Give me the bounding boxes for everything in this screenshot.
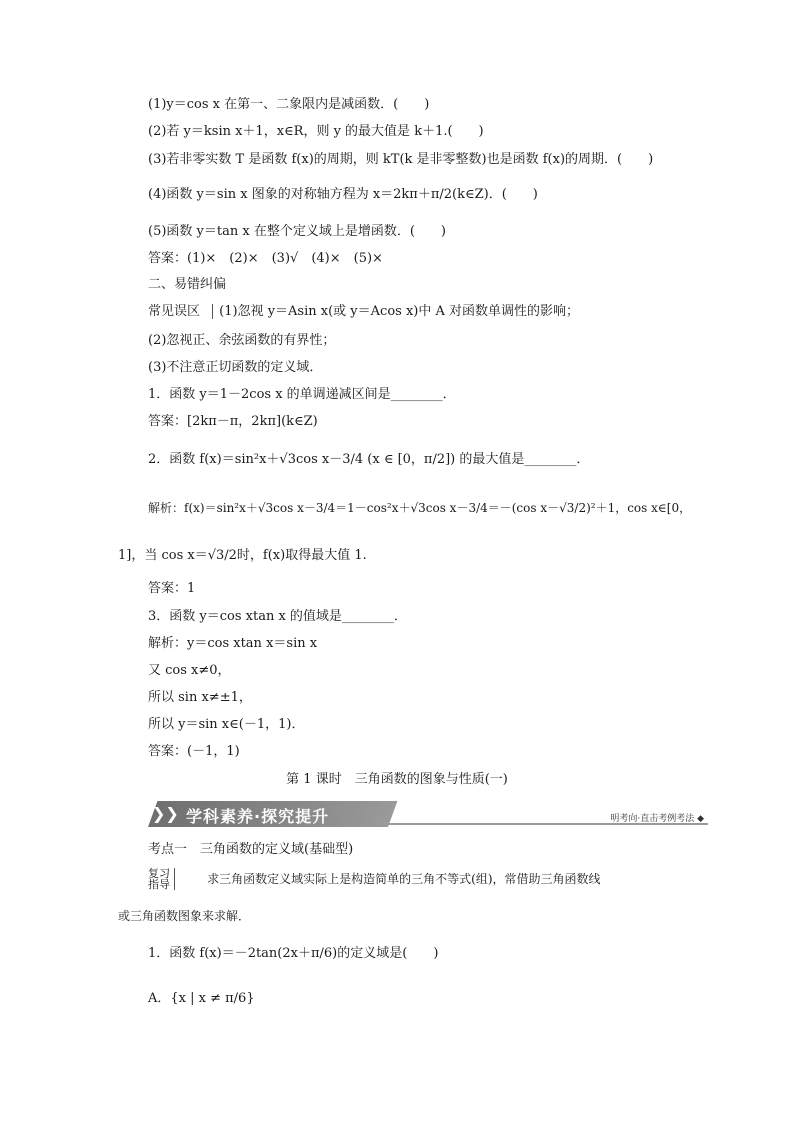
tf-question-4: (4)函数 y＝sin x 图象的对称轴方程为 x＝2kπ＋π/2(k∈Z)．( ) [148,187,538,202]
problem-1-option-a: A．{x | x ≠ π/6} [148,991,255,1006]
solution-2-line-1: 解析：f(x)＝sin²x＋√3cos x－3/4＝1－cos²x＋√3cos x－3/4＝－(cos x－√3/2)²＋1，cos x∈[0， [148,501,692,515]
review-guide [148,868,601,898]
tf-question-2: (2)若 y＝ksin x＋1，x∈R，则 y 的最大值是 k＋1.( ) [148,124,484,139]
question-2: 2．函数 f(x)＝sin²x＋√3cos x－3/4 (x ∈ [0，π/2]) 的最大值是________． [148,452,590,467]
answer-3: 答案：(－1，1) [148,744,240,759]
double-chevron-icon: ❯❯ [152,804,179,823]
tf-question-3: (3)若非零实数 T 是函数 f(x)的周期，则 kT(k 是非零整数)也是函数 f(x)的周期．( ) [148,152,654,167]
solution-3-line-3: 所以 sin x≠±1， [148,690,252,705]
problem-1: 1．函数 f(x)＝－2tan(2x＋π/6)的定义域是( ) [148,946,439,961]
question-3: 3．函数 y＝cos xtan x 的值域是________． [148,609,407,624]
review-label [148,868,175,890]
mistake-1: (1)忽视 y＝Asin x(或 y＝Acos x)中 A 对函数单调性的影响； [219,304,580,319]
mistake-label: 常见误区 [148,304,213,319]
lesson-title: 第 1 课时 三角函数的图象与性质(一) [286,772,508,787]
common-mistakes [148,304,579,320]
section-title: 二、易错纠偏 [148,277,227,292]
mistake-2: (2)忽视正、余弦函数的有界性； [148,333,336,348]
tf-question-1: (1)y＝cos x 在第一、二象限内是减函数．( ) [148,97,430,112]
review-text-line-2: 或三角函数图象来求解． [118,909,251,923]
solution-2-line-2: 1]，当 cos x＝√3/2时，f(x)取得最大值 1. [118,548,367,563]
review-label-line-2: 指导 [148,878,170,891]
tf-question-5: (5)函数 y＝tan x 在整个定义域上是增函数．( ) [148,224,446,239]
solution-3-line-1: 解析：y＝cos xtan x＝sin x [148,636,318,651]
topic-title: 考点一 三角函数的定义域(基础型) [148,842,354,857]
review-text-line-1: 求三角函数定义域实际上是构造简单的三角不等式(组)，常借助三角函数线 [207,871,601,886]
answer-1: 答案：[2kπ－π，2kπ](k∈Z) [148,414,318,429]
mistake-3: (3)不注意正切函数的定义域． [148,360,323,375]
section-banner [148,801,708,827]
answer-2: 答案：1 [148,581,196,596]
review-label-line-1: 复习 [148,867,170,880]
tf-answer: 答案：(1)× (2)× (3)√ (4)× (5)× [148,251,383,266]
solution-3-line-4: 所以 y＝sin x∈(－1，1)． [148,717,305,732]
banner-title: 学科素养·探究提升 [186,807,330,826]
solution-3-line-2: 又 cos x≠0， [148,663,231,678]
question-1: 1．函数 y＝1－2cos x 的单调递减区间是________． [148,387,456,402]
banner-tag: 明考向·直击考例考法 ◆ [610,814,704,824]
